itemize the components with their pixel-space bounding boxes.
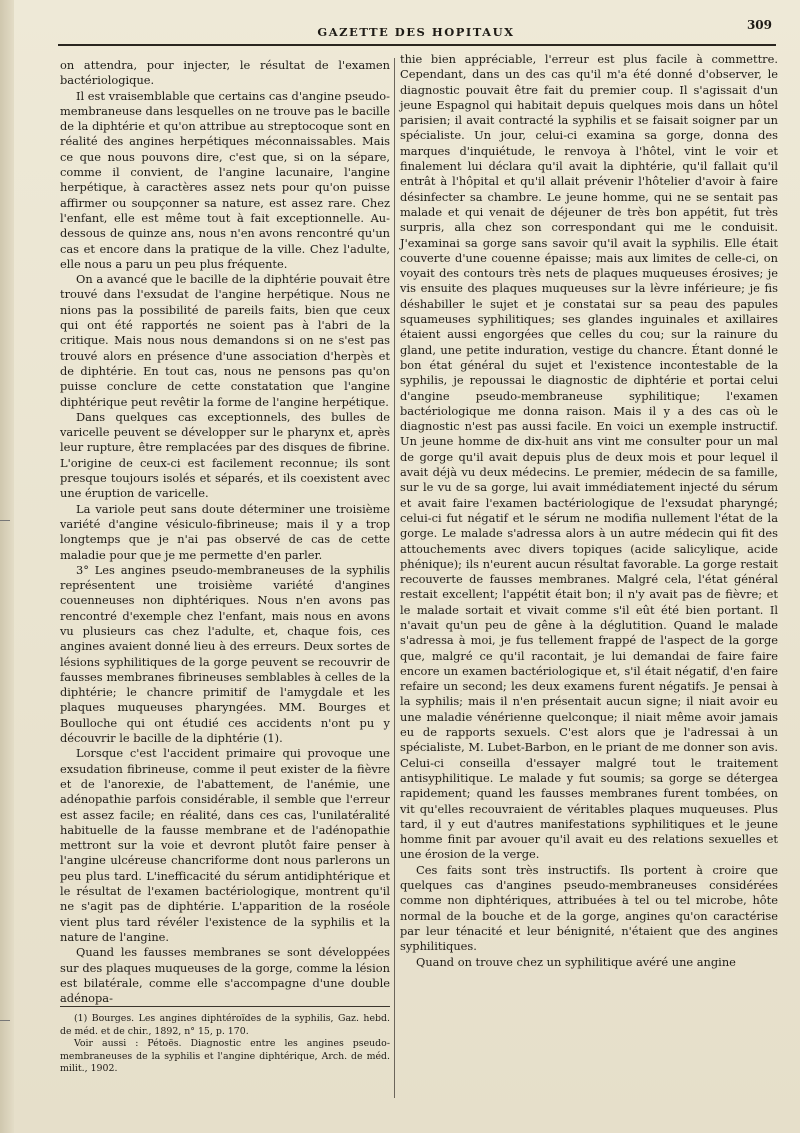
paragraph: Quand les fausses membranes se sont développées sur des plaques muqueuses de la gorge, comme la lésion est bilatérale, comme elle s'accompagne d'une double adénopa- [60, 945, 390, 1006]
header-rule [58, 44, 776, 46]
page-number: 309 [746, 18, 772, 32]
column-divider [394, 58, 395, 1098]
binding-edge [0, 0, 14, 1133]
paragraph: Lorsque c'est l'accident primaire qui provoque une exsudation fibrineuse, comme il peut exister de la fièvre et de l'anorexie, de l'abattement, de l'anémie, une adénopathie parfois considérable, il semble que l'erreur est assez facile; en réalité, dans ces cas, l'unilatéralité habituelle de la fausse membrane et de l'adénopathie mettront sur la voie et devront plutôt faire penser à l'angine ulcéreuse chancriforme dont nous parlerons un peu plus tard. L'inefficacité du sérum antidiphtérique et le résultat de l'examen bactériologique, montrent qu'il ne s'agit pas de diphtérie. L'apparition de la roséole vient plus tard révéler l'existence de la syphilis et la nature de l'angine. [60, 746, 390, 944]
page-header [58, 18, 774, 44]
paragraph: Il est vraisemblable que certains cas d'angine pseudo-membraneuse dans lesquelles on ne trouve pas le bacille de la diphtérie et qu'on attribue au streptocoque sont en réalité des angines herpétiques méconnaissables. Mais ce que nous pouvons dire, c'est que, si on la sépare, comme il convient, de l'angine lacunaire, l'angine herpétique, à caractères assez nets pour qu'on puisse affirmer ou soupçonner sa nature, est assez rare. Chez l'enfant, elle est même tout à fait exceptionnelle. Au-dessous de quinze ans, nous n'en avons rencontré qu'un cas et encore dans la pratique de la ville. Chez l'adulte, elle nous a paru un peu plus fréquente. [60, 88, 390, 271]
paragraph: Dans quelques cas exceptionnels, des bulles de varicelle peuvent se développer sur le pharynx et, après leur rupture, être remplacées par des disques de fibrine. L'origine de ceux-ci est facilement reconnue; ils sont presque toujours isolés et séparés, et ils coexistent avec une éruption de varicelle. [60, 409, 390, 501]
paragraph: on attendra, pour injecter, le résultat de l'examen bactériologique. [60, 58, 390, 88]
margin-tick [0, 1020, 10, 1021]
paragraph: 3° Les angines pseudo-membraneuses de la syphilis représentent une troisième variété d'angines couenneuses non diphtériques. Nous n'en avons pas rencontré d'exemple chez l'enfant, mais nous en avons vu plusieurs cas chez l'adulte, et, chaque fois, ces angines avaient donné lieu à des erreurs. Deux sortes de lésions syphilitiques de la gorge peuvent se recouvrir de fausses membranes fibrineuses semblables à celles de la diphtérie; le chancre primitif de l'amygdale et les plaques muqueuses pharyngées. MM. Bourges et Boulloche qui ont étudié ces accidents n'ont pu y découvrir le bacille de la diphtérie (1). [60, 562, 390, 746]
right-column [400, 52, 778, 970]
left-column [60, 58, 390, 1006]
margin-tick [0, 520, 10, 521]
paragraph: On a avancé que le bacille de la diphtérie pouvait être trouvé dans l'exsudat de l'angine herpétique. Nous ne nions pas la possibilité de pareils faits, bien que ceux qui ont été rapportés ne soient pas à l'abri de la critique. Mais nous nous demandons si on ne s'est pas trouvé alors en présence d'une association d'herpès et de diphtérie. En tout cas, nous ne pensons pas qu'on puisse conclure de cette constatation que l'angine diphtérique peut revêtir la forme de l'angine herpétique. [60, 272, 390, 409]
footnote: Voir aussi : Pétoës. Diagnostic entre les angines pseudo-membraneuses de la syphilis et l'angine diphtérique, Arch. de méd. milit., 1902. [60, 1038, 390, 1074]
paragraph: La variole peut sans doute déterminer une troisième variété d'angine vésiculo-fibrineuse; mais il y a trop longtemps que je n'ai pas observé de cas de cette maladie pour que je me permette d'en parler. [60, 501, 390, 562]
footnotes [60, 1006, 390, 1076]
footnote-rule [60, 1006, 390, 1007]
footnote: (1) Bourges. Les angines diphtéroïdes de la syphilis, Gaz. hebd. de méd. et de chir., 1892, n° 15, p. 170. [60, 1013, 390, 1037]
paragraph: Quand on trouve chez un syphilitique avéré une angine [416, 954, 736, 969]
running-head: GAZETTE DES HOPITAUX [317, 25, 515, 39]
paragraph: Ces faits sont très instructifs. Ils portent à croire que quelques cas d'angines pseudo-membraneuses considérées comme non diphtériques, attribuées à tel ou tel microbe, hôte normal de la bouche et de la gorge, angines qu'on caractérise par leur ténacité et leur bénignité, n'étaient que des angines syphilitiques. [400, 862, 778, 954]
paragraph: thie bien appréciable, l'erreur est plus facile à commettre. Cependant, dans un des cas qu'il m'a été donné d'observer, le diagnostic pouvait être fait du premier coup. Il s'agissait d'un jeune Espagnol qui habitait depuis quelques mois dans un hôtel parisien; il avait contracté la syphilis et se faisait soigner par un spécialiste. Un jour, celui-ci examina sa gorge, donna des marques d'inquiétude, le renvoya à l'hôtel, vint le voir et finalement lui déclara qu'il avait la diphtérie, qu'il fallait qu'il entrât à l'hôpital et qu'il allait prévenir l'hôtelier d'avoir à faire désinfecter sa chambre. Le jeune homme, qui ne se sentait pas malade et qui venait de déjeuner de très bon appétit, fut très surpris, alla chez son correspondant qui me le conduisit. J'examinai sa gorge sans savoir qu'il avait la syphilis. Elle était couverte d'une couenne épaisse; mais aux limites de celle-ci, on voyait des contours très nets de plaques muqueuses érosives; je vis ensuite des plaques muqueuses sur la lèvre inférieure; je fis déshabiller le sujet et je constatai sur sa peau des papules squameuses syphilitiques; ses glandes inguinales et axillaires étaient aussi engorgées que celles du cou; sur la rainure du gland, une petite induration, vestige du chancre. Étant donné le bon état général du sujet et l'existence incontestable de la syphilis, je repoussai le diagnostic de diphtérie et portai celui d'angine pseudo-membraneuse syphilitique; l'examen bactériologique me donna raison. Mais il y a des cas où le diagnostic n'est pas aussi facile. En voici un exemple instructif. Un jeune homme de dix-huit ans vint me consulter pour un mal de gorge qu'il avait depuis plus de deux mois et pour lequel il avait déjà vu deux médecins. Le premier, médecin de sa famille, sur le vu de sa gorge, lui avait immédiatement injecté du sérum et avait faire l'examen bactériologique de l'exsudat pharyngé; celui-ci fut négatif et le sérum ne modifia nullement l'état de la gorge. Le malade s'adressa alors à un autre médecin qui fit des attouchements avec divers topiques (acide salicylique, acide phénique); ils n'eurent aucun résultat favorable. La gorge restait recouverte de fausses membranes. Malgré cela, l'état général restait excellent; l'appétit était bon; il n'y avait pas de fièvre; et le malade sortait et vivait comme s'il eût été bien portant. Il n'avait qu'un peu de gêne à la déglutition. Quand le malade s'adressa à moi, je fus tellement frappé de l'aspect de la gorge que, malgré ce qu'il racontait, je lui demandai de faire faire encore un examen bactériologique et, s'il était négatif, d'en faire refaire un second; les deux examens furent négatifs. Je pensai à la syphilis; mais il n'en présentait aucun signe; il niait avoir eu une maladie vénérienne quelconque; il niait même avoir jamais eu de rapports sexuels. C'est alors que je l'adressai à un spécialiste, M. Lubet-Barbon, en le priant de me donner son avis. Celui-ci conseilla d'essayer malgré tout le traitement antisyphilitique. Le malade y fut soumis; sa gorge se détergea rapidement; quand les fausses membranes furent tombées, on vit qu'elles recouvraient de véritables plaques muqueuses. Plus tard, il y eut d'autres manifestations syphilitiques et le jeune homme finit par avouer qu'il avait eu des relations sexuelles et une érosion de la verge. [400, 52, 778, 862]
